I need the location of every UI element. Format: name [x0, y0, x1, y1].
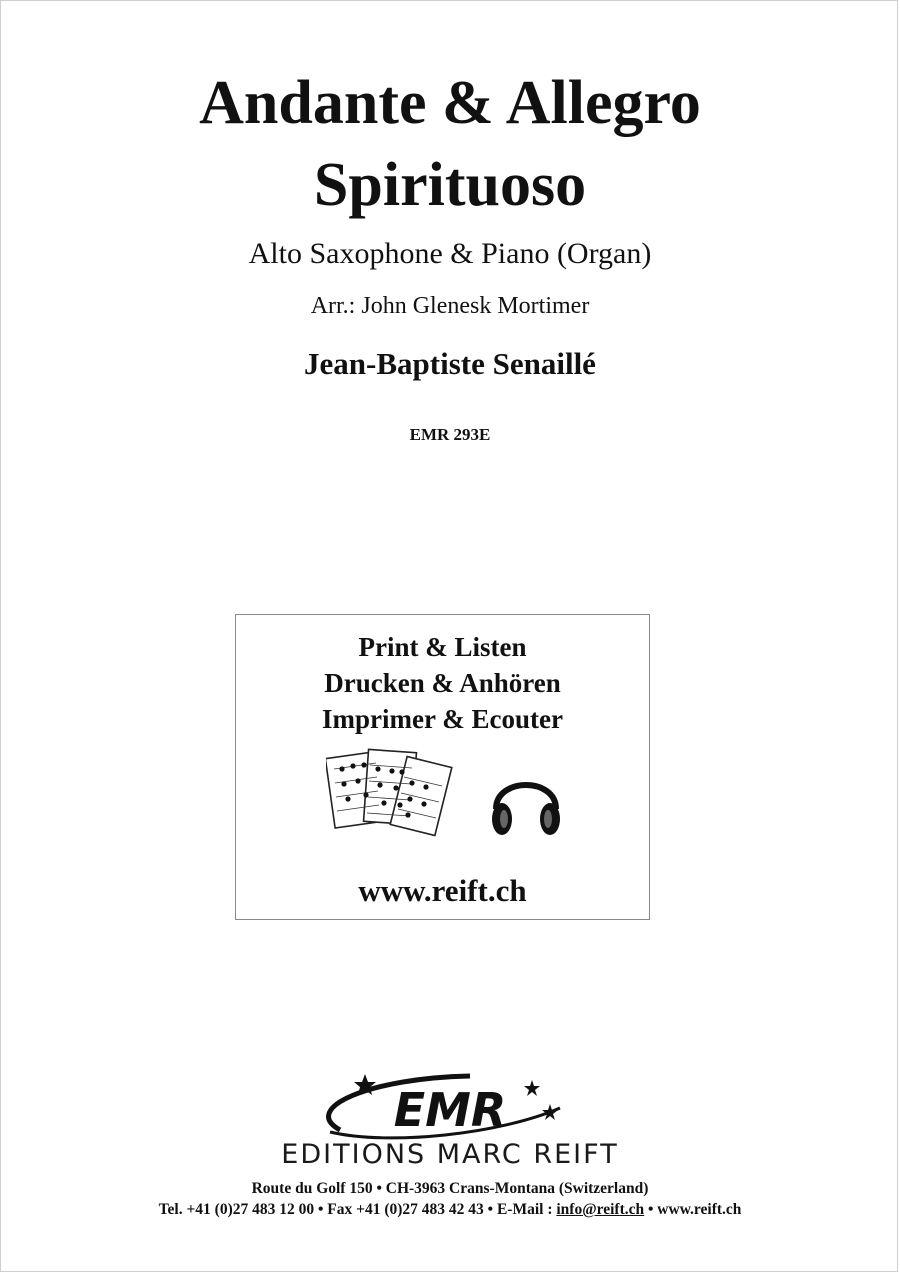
score-title-line-1: Andante & Allegro [199, 69, 701, 137]
instrumentation: Alto Saxophone & Piano (Organ) [248, 237, 652, 270]
catalog-number: EMR 293E [409, 425, 491, 444]
contact-phone-fax: Tel. +41 (0)27 483 12 00 • Fax +41 (0)27 483 42 43 • E-Mail : [158, 1201, 557, 1218]
score-title [0, 62, 900, 226]
print-listen-german: Drucken & Anhören [324, 668, 561, 698]
contact-website: • www.reift.ch [644, 1201, 742, 1218]
emr-logo [300, 1068, 580, 1146]
arranger: Arr.: John Glenesk Mortimer [310, 293, 590, 319]
print-listen-english: Print & Listen [358, 632, 527, 662]
score-title-line-2: Spirituoso [313, 151, 587, 219]
headphones-icon [486, 763, 566, 843]
print-listen-box [235, 614, 650, 920]
contact-email-link[interactable]: info@reift.ch [556, 1201, 645, 1218]
print-listen-french: Imprimer & Ecouter [322, 704, 563, 734]
publisher-contact [0, 1200, 900, 1220]
composer: Jean-Baptiste Senaillé [304, 346, 596, 381]
emr-logo-text: EMR [393, 1083, 507, 1137]
print-listen-url[interactable]: www.reift.ch [358, 873, 527, 908]
publisher-name: EDITIONS MARC REIFT [281, 1139, 619, 1170]
sheet-music-icon [326, 747, 456, 843]
publisher-address: Route du Golf 150 • CH-3963 Crans-Montana (Switzerland) [251, 1180, 649, 1197]
